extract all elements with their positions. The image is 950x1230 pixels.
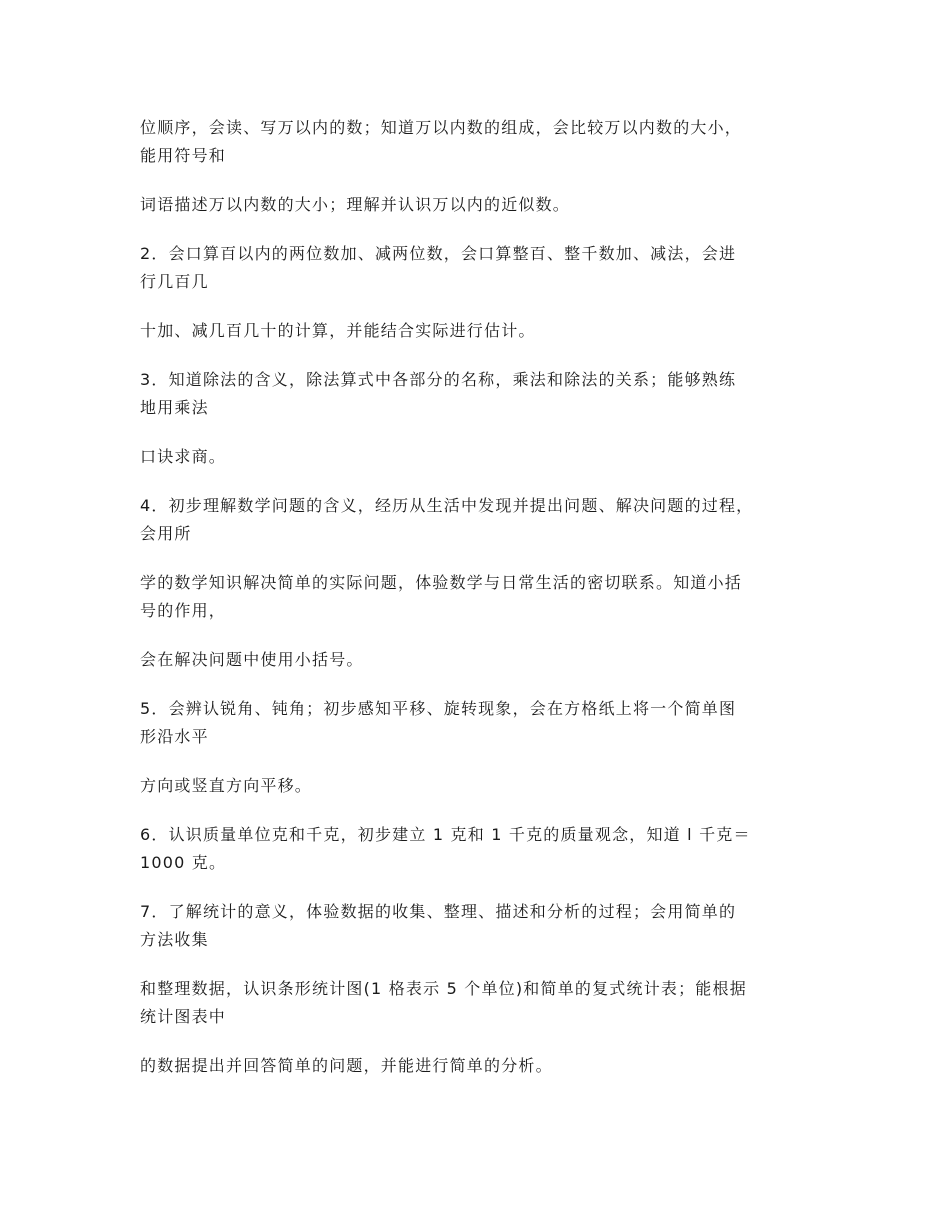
text-line: 的数据提出并回答简单的问题，并能进行简单的分析。 (140, 1056, 553, 1075)
text-line: 会用所 (140, 524, 192, 543)
text-line: 6．认识质量单位克和千克，初步建立 1 克和 1 千克的质量观念，知道 l 千克＝ (140, 825, 751, 844)
text-line: 十加、减几百几十的计算，并能结合实际进行估计。 (140, 321, 536, 340)
text-line: 2．会口算百以内的两位数加、减两位数，会口算整百、整千数加、减法，会进 (140, 244, 737, 263)
text-line: 3．知道除法的含义，除法算式中各部分的名称，乘法和除法的关系；能够熟练 (140, 370, 737, 389)
document-body (140, 114, 830, 1101)
paragraph (140, 772, 830, 800)
paragraph (140, 821, 830, 877)
text-line: 行几百几 (140, 272, 209, 291)
text-line: 能用符号和 (140, 146, 227, 165)
paragraph (140, 569, 830, 625)
text-line: 1000 克。 (140, 853, 227, 872)
text-line: 统计图表中 (140, 1007, 227, 1026)
paragraph (140, 695, 830, 751)
paragraph (140, 975, 830, 1031)
paragraph (140, 443, 830, 471)
text-line: 学的数学知识解决简单的实际问题，体验数学与日常生活的密切联系。知道小括 (140, 573, 743, 592)
paragraph (140, 646, 830, 674)
text-line: 口诀求商。 (140, 447, 227, 466)
text-line: 4．初步理解数学问题的含义，经历从生活中发现并提出问题、解决问题的过程， (140, 496, 754, 515)
text-line: 方向或竖直方向平移。 (140, 776, 313, 795)
text-line: 号的作用， (140, 601, 227, 620)
paragraph (140, 114, 830, 170)
paragraph (140, 191, 830, 219)
text-line: 方法收集 (140, 930, 209, 949)
text-line: 位顺序，会读、写万以内的数；知道万以内数的组成，会比较万以内数的大小， (140, 118, 743, 137)
text-line: 5．会辨认锐角、钝角；初步感知平移、旋转现象，会在方格纸上将一个简单图 (140, 699, 737, 718)
text-line: 和整理数据，认识条形统计图(1 格表示 5 个单位)和简单的复式统计表；能根据 (140, 979, 747, 998)
paragraph (140, 366, 830, 422)
paragraph (140, 1052, 830, 1080)
paragraph (140, 240, 830, 296)
text-line: 形沿水平 (140, 727, 209, 746)
text-line: 会在解决问题中使用小括号。 (140, 650, 364, 669)
paragraph (140, 898, 830, 954)
paragraph (140, 492, 830, 548)
text-line: 地用乘法 (140, 398, 209, 417)
text-line: 词语描述万以内数的大小；理解并认识万以内的近似数。 (140, 195, 571, 214)
text-line: 7．了解统计的意义，体验数据的收集、整理、描述和分析的过程；会用简单的 (140, 902, 737, 921)
paragraph (140, 317, 830, 345)
